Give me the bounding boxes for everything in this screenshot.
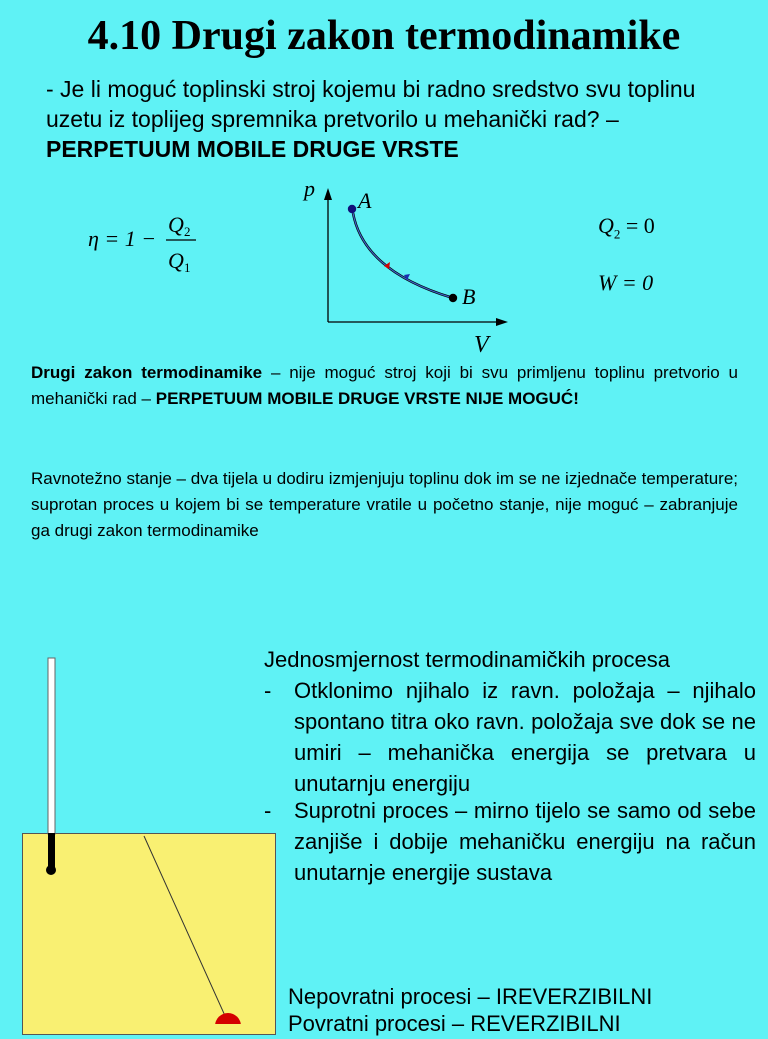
bullet-text: Otklonimo njihalo iz ravn. položaja – njihalo spontano titra oko ravn. položaja sve dok se ne umiri – mehanička energija se pretvara u unutarnju energiju [294, 678, 756, 796]
reversible-processes: Povratni procesi – REVERZIBILNI [288, 1011, 621, 1036]
intro-emphasis: PERPETUUM MOBILE DRUGE VRSTE [46, 136, 459, 162]
bullet-dash: - [264, 798, 272, 823]
point-a-dot [348, 205, 356, 213]
pendulum-string [144, 836, 226, 1018]
pendulum-pivot [46, 865, 56, 875]
denominator-sub: 1 [184, 260, 191, 275]
equilibrium-paragraph: Ravnotežno stanje – dva tijela u dodiru izmjenjuju toplinu dok im se ne izjednače temperature; suprotan proces u kojem bi se temperature vratile u početno stanje, nije moguć – zabranjuje ga drugi zakon termodinamike [31, 469, 738, 540]
p-axis-arrow [324, 188, 332, 200]
unidirectional-heading: Jednosmjernost termodinamičkih procesa [264, 647, 670, 672]
v-axis-arrow [496, 318, 508, 326]
v-axis-label: V [474, 332, 489, 358]
irreversible-processes: Nepovratni procesi – IREVERZIBILNI [288, 984, 653, 1009]
pendulum-mount [48, 833, 55, 868]
isotherm-curve [353, 213, 453, 298]
point-a-label: A [358, 188, 372, 213]
efficiency-formula [86, 206, 206, 278]
bullet-item [264, 795, 756, 888]
eta-label: η = 1 − [88, 226, 157, 251]
q2-zero-sub: 2 [613, 226, 621, 242]
q2-zero-lhs: Q [598, 213, 614, 238]
q2-zero-rhs: = 0 [620, 213, 655, 238]
p-axis-label: p [304, 176, 315, 201]
point-b-label: B [462, 284, 476, 309]
pv-diagram [298, 176, 528, 358]
numerator-sub: 2 [184, 224, 191, 239]
q2-zero-equation [598, 213, 655, 242]
second-law-emphasis: PERPETUUM MOBILE DRUGE VRSTE NIJE MOGUĆ! [155, 389, 579, 408]
numerator-q: Q [168, 212, 184, 237]
intro-question-text: - Je li moguć toplinski stroj kojemu bi radno sredstvo svu toplinu uzetu iz toplijeg spremnika pretvorilo u mehanički rad? – [46, 76, 696, 132]
bullet-item [264, 675, 756, 799]
pendulum-bob [215, 1013, 241, 1024]
bullet-text: Suprotni proces – mirno tijelo se samo od sebe zanjiše i dobije mehaničku energiju na račun unutarnje energije sustava [294, 798, 756, 885]
second-law-text: – nije moguć stroj koji bi svu primljenu toplinu pretvorio u mehanički rad – [31, 363, 738, 408]
intro-question [46, 74, 726, 164]
isotherm-outline [353, 213, 453, 298]
second-law-paragraph [31, 360, 738, 412]
pendulum-support-rod [48, 658, 55, 834]
denominator-q: Q [168, 248, 184, 273]
page-title: 4.10 Drugi zakon termodinamike [87, 13, 681, 59]
pendulum-illustration [0, 650, 280, 1024]
bullet-dash: - [264, 678, 272, 703]
point-b-dot [449, 294, 457, 302]
second-law-term: Drugi zakon termodinamike [31, 363, 263, 382]
w-zero-equation: W = 0 [598, 270, 654, 295]
